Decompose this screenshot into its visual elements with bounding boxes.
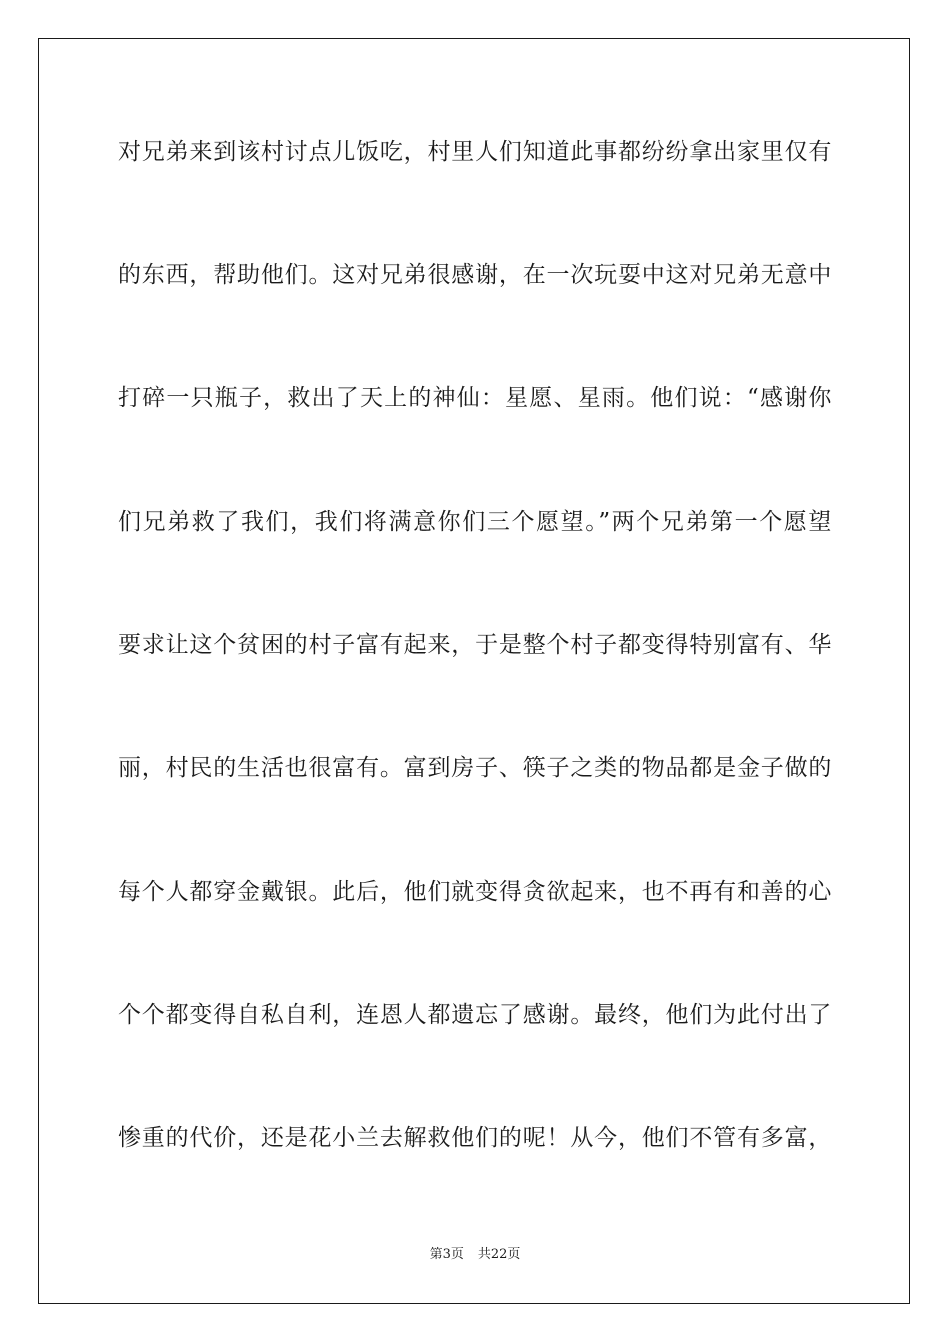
- total-pages-label: 共22页: [477, 1247, 521, 1262]
- text-line-5: 要求让这个贫困的村子富有起来，于是整个村子都变得特别富有、华: [118, 632, 832, 658]
- text-line-1: 对兄弟来到该村讨点儿饭吃，村里人们知道此事都纷纷拿出家里仅有: [118, 139, 832, 165]
- text-line-6: 丽，村民的生活也很富有。富到房子、筷子之类的物品都是金子做的: [118, 755, 832, 781]
- page-footer: [0, 1246, 950, 1264]
- text-line-8: 个个都变得自私自利，连恩人都遗忘了感谢。最终，他们为此付出了: [118, 1002, 832, 1028]
- page-border: [38, 38, 910, 1304]
- text-line-4: 们兄弟救了我们，我们将满意你们三个愿望。”两个兄弟第一个愿望: [118, 509, 832, 535]
- current-page-label: 第3页: [429, 1247, 464, 1262]
- text-line-7: 每个人都穿金戴银。此后，他们就变得贪欲起来，也不再有和善的心: [118, 879, 832, 905]
- text-line-3: 打碎一只瓶子，救出了天上的神仙：星愿、星雨。他们说：“感谢你: [118, 385, 832, 411]
- text-line-2: 的东西，帮助他们。这对兄弟很感谢，在一次玩耍中这对兄弟无意中: [118, 262, 832, 288]
- text-line-9: 惨重的代价，还是花小兰去解救他们的呢！从今，他们不管有多富，: [118, 1125, 832, 1151]
